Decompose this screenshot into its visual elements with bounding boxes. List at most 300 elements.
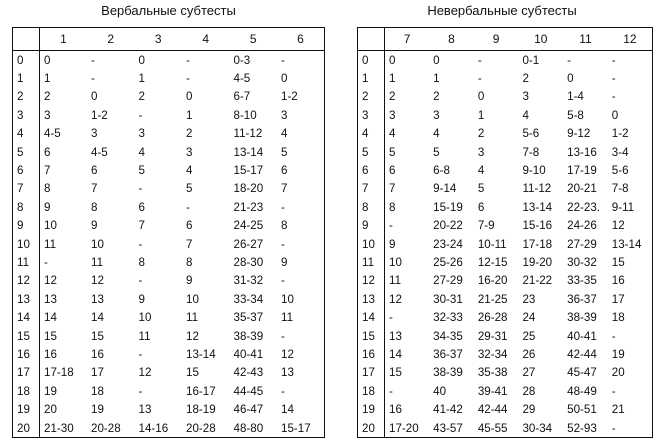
- table-cell: 15: [44, 329, 57, 343]
- table-cell: 1: [389, 72, 396, 86]
- table-cell: 9: [389, 237, 396, 251]
- table-row: [358, 198, 653, 216]
- table-cell: -: [567, 53, 571, 67]
- row-label: 2: [13, 88, 40, 106]
- table-cell: 22-23.: [567, 200, 600, 214]
- table-row: [13, 400, 325, 418]
- table-cell: 16: [44, 347, 57, 361]
- table-row: [13, 235, 325, 253]
- table-cell: 8: [44, 182, 51, 196]
- table-cell: 15: [186, 366, 199, 380]
- table-cell: 3: [91, 127, 98, 141]
- row-label: 17: [13, 364, 40, 382]
- table-cell: 2: [389, 90, 396, 104]
- table-cell: 11-12: [522, 182, 552, 196]
- table-cell: 38-39: [567, 311, 597, 325]
- table-cell: -: [281, 274, 285, 288]
- table-cell: 23: [522, 292, 536, 306]
- table-cell: 33-34: [233, 292, 264, 306]
- table-cell: 48-49: [567, 384, 597, 398]
- table-cell: 13-14: [186, 347, 216, 361]
- table-cell: 4: [186, 164, 193, 178]
- table-cell: 29-31: [477, 329, 508, 343]
- table-cell: 13-14: [522, 200, 553, 214]
- table-row: [358, 308, 653, 326]
- table-cell: -: [281, 200, 285, 214]
- row-label: 19: [13, 400, 40, 418]
- table-cell: 5: [477, 182, 485, 196]
- table-cell: 6: [477, 200, 485, 214]
- table-cell: 1: [44, 72, 51, 86]
- table-cell: 12-15: [477, 255, 508, 269]
- table-row: [358, 180, 653, 198]
- table-cell: 11: [44, 237, 57, 251]
- table-cell: 0-1: [522, 53, 540, 67]
- table-cell: 19: [611, 347, 625, 361]
- table-cell: 13: [91, 292, 104, 306]
- table-cell: 36-37: [433, 347, 463, 361]
- table-cell: 34-35: [433, 329, 463, 343]
- table-cell: 0-3: [233, 53, 251, 67]
- table-cell: 35-38: [477, 366, 508, 380]
- table-cell: 38-39: [233, 329, 264, 343]
- row-label: 13: [13, 290, 40, 308]
- table-cell: 10-11: [477, 237, 507, 251]
- column-header: 9: [474, 28, 519, 51]
- table-cell: 12: [611, 219, 625, 233]
- column-header: 3: [135, 28, 183, 51]
- table-row: [13, 345, 325, 363]
- row-label: 18: [358, 382, 385, 400]
- table-cell: 6: [389, 164, 396, 178]
- nonverbal-subtests-title: Невербальные субтесты: [427, 3, 577, 18]
- table-cell: 26-27: [233, 237, 264, 251]
- table-row: [358, 51, 653, 70]
- table-cell: 7: [138, 219, 145, 233]
- table-cell: 4: [433, 127, 440, 141]
- table-cell: 12: [389, 292, 402, 306]
- table-cell: 45-55: [477, 421, 508, 435]
- table-row: [13, 180, 325, 198]
- table-cell: 4: [281, 127, 288, 141]
- row-label: 8: [358, 198, 385, 216]
- table-row: [358, 382, 653, 400]
- table-cell: 13: [44, 292, 57, 306]
- table-cell: 21: [611, 403, 625, 417]
- table-row: [358, 364, 653, 382]
- table-cell: 33-35: [567, 274, 597, 288]
- table-cell: 4: [138, 145, 145, 159]
- table-cell: 16: [611, 274, 625, 288]
- table-cell: 24-26: [567, 219, 597, 233]
- table-row: [13, 308, 325, 326]
- table-cell: -: [44, 255, 48, 269]
- table-cell: 17: [611, 292, 625, 306]
- table-row: [358, 69, 653, 87]
- table-cell: 9: [44, 200, 51, 214]
- row-label: 4: [358, 125, 385, 143]
- table-cell: 26-28: [477, 311, 508, 325]
- table-cell: 32-34: [477, 347, 508, 361]
- table-cell: -: [186, 72, 190, 86]
- table-row: [358, 327, 653, 345]
- column-header: 5: [230, 28, 278, 51]
- table-cell: 52-93: [567, 421, 597, 435]
- row-label: 9: [13, 217, 40, 235]
- table-cell: 3-4: [611, 145, 629, 159]
- table-cell: 4: [389, 127, 396, 141]
- row-label: 1: [358, 69, 385, 87]
- table-cell: 2: [44, 90, 51, 104]
- table-cell: -: [389, 219, 393, 233]
- row-label: 17: [358, 364, 385, 382]
- table-cell: 10: [281, 292, 294, 306]
- row-label: 14: [13, 308, 40, 326]
- table-cell: 30-32: [567, 255, 597, 269]
- table-row: [358, 217, 653, 235]
- table-cell: 6-7: [233, 90, 251, 104]
- row-label: 5: [358, 143, 385, 161]
- table-cell: 0: [44, 53, 51, 67]
- table-cell: -: [186, 53, 190, 67]
- table-cell: 11-12: [233, 127, 263, 141]
- table-cell: 2: [138, 90, 145, 104]
- table-cell: 13: [281, 366, 294, 380]
- row-label: 20: [358, 419, 385, 438]
- row-label: 20: [13, 419, 40, 438]
- table-cell: 20: [611, 366, 625, 380]
- table-cell: -: [138, 384, 143, 398]
- table-cell: 9: [91, 219, 98, 233]
- table-cell: 16-17: [186, 384, 216, 398]
- table-cell: 4: [477, 164, 485, 178]
- table-cell: 1-2: [281, 90, 298, 104]
- table-cell: -: [281, 53, 285, 67]
- row-label: 3: [13, 106, 40, 124]
- column-header: 10: [518, 28, 563, 51]
- table-cell: 21-25: [477, 292, 508, 306]
- table-cell: 21-23: [233, 200, 264, 214]
- table-cell: 9: [186, 274, 193, 288]
- row-label: 19: [358, 400, 385, 418]
- table-cell: 9: [281, 255, 288, 269]
- table-cell: 30-31: [433, 292, 463, 306]
- table-row: [13, 198, 325, 216]
- table-row: [13, 143, 325, 161]
- table-cell: 23-24: [433, 237, 463, 251]
- table-cell: -: [611, 384, 616, 398]
- table-cell: 14-16: [138, 421, 169, 435]
- table-cell: 48-80: [233, 421, 264, 435]
- table-cell: -: [91, 53, 95, 67]
- column-header: 11: [563, 28, 608, 51]
- row-label: 6: [13, 161, 40, 179]
- row-label: 12: [13, 272, 40, 290]
- verbal-subtests-table: [12, 27, 325, 438]
- table-row: [358, 88, 653, 106]
- table-cell: 13-14: [611, 237, 642, 251]
- table-cell: 27: [522, 366, 536, 380]
- table-cell: 9-10: [522, 164, 546, 178]
- table-cell: 0: [186, 90, 193, 104]
- table-row: [13, 382, 325, 400]
- table-cell: 41-42: [433, 403, 463, 417]
- table-cell: 15-16: [522, 219, 553, 233]
- table-cell: 9: [138, 292, 145, 306]
- table-cell: -: [611, 421, 616, 435]
- row-label: 0: [13, 51, 40, 70]
- row-label: 10: [358, 235, 385, 253]
- table-cell: 11: [281, 311, 294, 325]
- table-cell: 0: [281, 72, 288, 86]
- table-row: [13, 88, 325, 106]
- table-cell: 10: [91, 237, 104, 251]
- table-cell: -: [91, 72, 95, 86]
- table-cell: -: [281, 237, 285, 251]
- table-cell: 19: [91, 403, 104, 417]
- row-label: 6: [358, 161, 385, 179]
- table-cell: 5: [281, 145, 288, 159]
- row-label: 5: [13, 143, 40, 161]
- table-cell: 8: [389, 200, 396, 214]
- table-cell: 20-28: [91, 421, 121, 435]
- table-row: [13, 125, 325, 143]
- table-cell: 20: [44, 403, 57, 417]
- table-cell: 7-8: [522, 145, 540, 159]
- table-cell: 17-20: [389, 421, 419, 435]
- table-cell: 14: [389, 347, 402, 361]
- table-row: [358, 290, 653, 308]
- row-label: 13: [358, 290, 385, 308]
- table-cell: 8: [281, 219, 288, 233]
- table-cell: 44-45: [233, 384, 264, 398]
- table-cell: 5: [186, 182, 193, 196]
- table-cell: 5: [138, 164, 145, 178]
- header-row: [358, 28, 653, 51]
- table-cell: 10: [389, 255, 402, 269]
- table-row: [13, 364, 325, 382]
- table-cell: 1-2: [611, 127, 629, 141]
- table-cell: 36-37: [567, 292, 597, 306]
- table-cell: -: [611, 72, 616, 86]
- row-label: 9: [358, 217, 385, 235]
- table-cell: 14: [44, 311, 57, 325]
- table-cell: 12: [138, 366, 152, 380]
- table-cell: 32-33: [433, 311, 463, 325]
- table-cell: 0: [477, 90, 485, 104]
- table-cell: 39-41: [477, 384, 508, 398]
- table-cell: 50-51: [567, 403, 597, 417]
- table-cell: 15-17: [233, 164, 264, 178]
- table-cell: -: [281, 384, 285, 398]
- table-row: [358, 161, 653, 179]
- table-cell: 17-19: [567, 164, 597, 178]
- table-cell: 5: [389, 145, 396, 159]
- table-cell: 46-47: [233, 403, 264, 417]
- table-cell: 7-8: [611, 182, 629, 196]
- table-cell: -: [281, 329, 285, 343]
- table-cell: 25: [522, 329, 536, 343]
- table-row: [13, 217, 325, 235]
- table-cell: 20-21: [567, 182, 597, 196]
- table-cell: 20-22: [433, 219, 463, 233]
- table-cell: 21-22: [522, 274, 553, 288]
- table-cell: 17-18: [44, 366, 74, 380]
- row-label: 14: [358, 308, 385, 326]
- row-label: 7: [13, 180, 40, 198]
- table-row: [358, 125, 653, 143]
- table-cell: 43-57: [433, 421, 463, 435]
- table-row: [13, 419, 325, 438]
- table-cell: 3: [138, 127, 145, 141]
- table-cell: 2: [477, 127, 485, 141]
- table-cell: -: [477, 72, 482, 86]
- corner-cell: [358, 28, 385, 51]
- verbal-subtests-title: Вербальные субтесты: [101, 3, 236, 18]
- table-row: [358, 419, 653, 438]
- table-cell: 1: [477, 108, 485, 122]
- row-label: 7: [358, 180, 385, 198]
- table-cell: 14: [91, 311, 104, 325]
- table-row: [358, 400, 653, 418]
- column-header: 2: [87, 28, 135, 51]
- table-cell: 40: [433, 384, 447, 398]
- table-cell: 11: [91, 255, 104, 269]
- table-cell: 38-39: [433, 366, 463, 380]
- table-cell: 21-30: [44, 421, 74, 435]
- column-header: 1: [40, 28, 88, 51]
- table-cell: 3: [281, 108, 288, 122]
- table-row: [358, 345, 653, 363]
- table-cell: 7: [281, 182, 288, 196]
- table-cell: -: [138, 347, 143, 361]
- table-cell: 45-47: [567, 366, 597, 380]
- table-row: [13, 290, 325, 308]
- table-cell: 1-2: [91, 108, 108, 122]
- column-header: 7: [385, 28, 430, 51]
- table-cell: 4-5: [233, 72, 251, 86]
- table-cell: -: [477, 53, 482, 67]
- row-label: 2: [358, 88, 385, 106]
- table-cell: 15: [91, 329, 104, 343]
- row-label: 16: [358, 345, 385, 363]
- table-cell: 24-25: [233, 219, 264, 233]
- table-cell: 12: [186, 329, 199, 343]
- table-cell: 1: [433, 72, 440, 86]
- table-cell: 6: [91, 164, 98, 178]
- table-row: [13, 253, 325, 271]
- table-cell: 2: [522, 72, 529, 86]
- table-cell: 12: [281, 347, 294, 361]
- table-cell: 4-5: [91, 145, 108, 159]
- table-cell: 15: [389, 366, 402, 380]
- table-cell: 3: [433, 108, 440, 122]
- table-cell: 7: [389, 182, 396, 196]
- table-cell: 9-14: [433, 182, 457, 196]
- table-cell: 3: [44, 108, 51, 122]
- table-cell: -: [138, 108, 143, 122]
- table-cell: 27-29: [567, 237, 597, 251]
- table-row: [358, 272, 653, 290]
- table-cell: 6: [138, 200, 145, 214]
- header-row: [13, 28, 325, 51]
- table-cell: 8: [186, 255, 193, 269]
- table-row: [358, 253, 653, 271]
- table-cell: 14: [281, 403, 294, 417]
- table-cell: -: [138, 182, 143, 196]
- table-cell: 42-44: [567, 347, 597, 361]
- table-cell: 16: [91, 347, 104, 361]
- row-label: 15: [13, 327, 40, 345]
- table-cell: 27-29: [433, 274, 463, 288]
- table-cell: 3: [522, 90, 529, 104]
- table-row: [13, 327, 325, 345]
- table-cell: 11: [389, 274, 402, 288]
- table-cell: 10: [138, 311, 152, 325]
- table-cell: 18-19: [186, 403, 216, 417]
- table-cell: 18: [91, 384, 104, 398]
- table-cell: 28: [522, 384, 536, 398]
- row-label: 3: [358, 106, 385, 124]
- row-label: 4: [13, 125, 40, 143]
- table-cell: 8-10: [233, 108, 257, 122]
- nonverbal-subtests-table: [357, 27, 653, 438]
- row-label: 18: [13, 382, 40, 400]
- table-row: [13, 106, 325, 124]
- table-cell: 10: [186, 292, 199, 306]
- table-cell: 13-14: [233, 145, 264, 159]
- table-cell: -: [138, 274, 143, 288]
- table-cell: 1: [138, 72, 145, 86]
- corner-cell: [13, 28, 40, 51]
- table-cell: 4-5: [44, 127, 61, 141]
- table-cell: 15-17: [281, 421, 311, 435]
- table-cell: 17-18: [522, 237, 553, 251]
- table-cell: 18: [611, 311, 625, 325]
- row-label: 15: [358, 327, 385, 345]
- table-row: [13, 69, 325, 87]
- row-label: 11: [358, 253, 385, 271]
- table-cell: 11: [186, 311, 199, 325]
- table-cell: 11: [138, 329, 151, 343]
- table-row: [358, 106, 653, 124]
- table-cell: 6: [281, 164, 288, 178]
- table-cell: 5-6: [522, 127, 540, 141]
- table-cell: 18-20: [233, 182, 264, 196]
- column-header: 6: [277, 28, 325, 51]
- row-label: 16: [13, 345, 40, 363]
- table-cell: 9-12: [567, 127, 591, 141]
- table-cell: 40-41: [567, 329, 597, 343]
- table-cell: 26: [522, 347, 536, 361]
- table-cell: 7: [91, 182, 98, 196]
- table-row: [358, 143, 653, 161]
- column-header: 4: [182, 28, 230, 51]
- table-cell: 6-8: [433, 164, 450, 178]
- table-cell: -: [389, 311, 393, 325]
- table-cell: 15-19: [433, 200, 463, 214]
- table-cell: 8: [138, 255, 145, 269]
- table-cell: 13: [389, 329, 402, 343]
- table-cell: 0: [91, 90, 98, 104]
- table-cell: 3: [389, 108, 396, 122]
- table-cell: 5: [433, 145, 440, 159]
- table-cell: -: [611, 329, 616, 343]
- table-cell: 10: [44, 219, 57, 233]
- table-cell: 12: [91, 274, 104, 288]
- table-cell: 30-34: [522, 421, 553, 435]
- table-cell: 28-30: [233, 255, 264, 269]
